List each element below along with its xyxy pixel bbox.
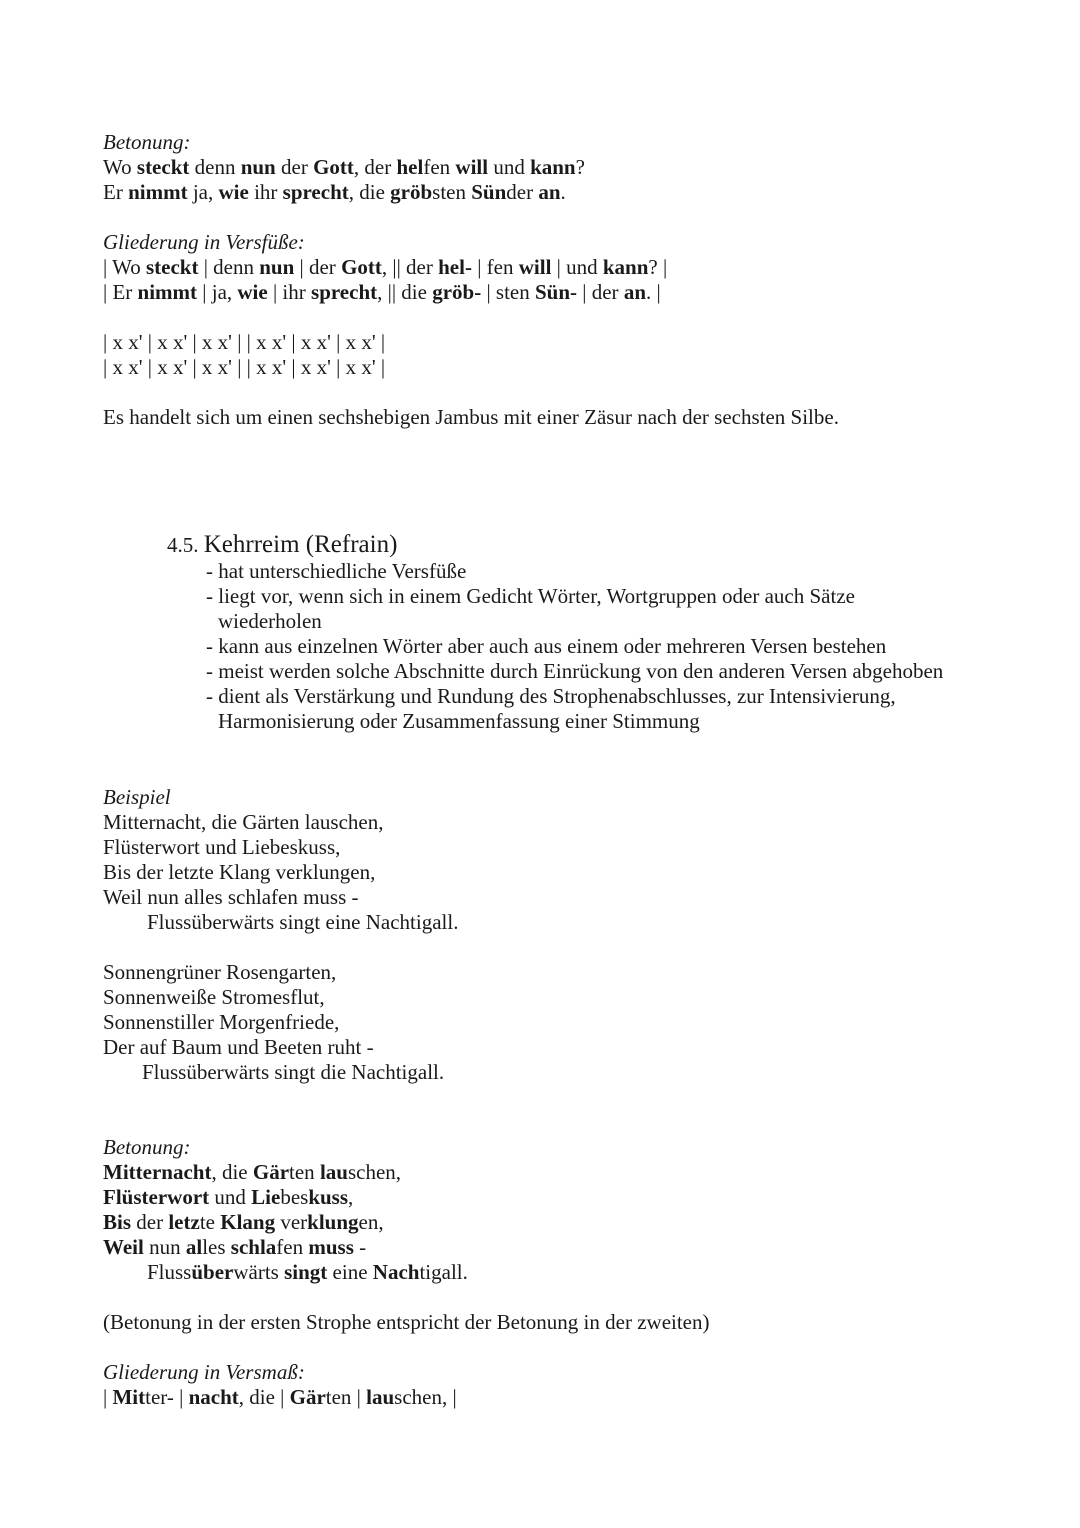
poem-line: Sonnenweiße Stromesflut, — [103, 985, 325, 1009]
stressed-syllable: hel- — [438, 255, 472, 279]
text-segment: | ihr — [267, 280, 312, 304]
text-segment: Wo — [103, 155, 137, 179]
example-label: Beispiel — [103, 785, 171, 809]
stressed-refrain-line — [147, 1260, 468, 1285]
meter-scheme-line-1: | x x' | x x' | x x' | | x x' | x x' | x x' | — [103, 330, 386, 354]
text-segment: les — [202, 1235, 231, 1259]
text-segment: | Er — [103, 280, 138, 304]
betonung-label-2: Betonung: — [103, 1135, 191, 1159]
text-segment: bes — [280, 1185, 309, 1209]
text-segment: Er — [103, 180, 129, 204]
stressed-syllable: steckt — [136, 155, 190, 179]
stressed-syllable: hel — [396, 155, 424, 179]
poem-line: Weil nun alles schlafen muss - — [103, 885, 359, 909]
note-text: (Betonung in der ersten Strophe entspricht der Betonung in der zweiten) — [103, 1310, 710, 1334]
poem-refrain-line: Flussüberwärts singt eine Nachtigall. — [147, 910, 459, 934]
text-segment: nun — [143, 1235, 186, 1259]
bullet-item: - kann aus einzelnen Wörter aber auch aus einem oder mehreren Versen bestehen — [206, 634, 887, 658]
text-segment: , || die — [377, 280, 433, 304]
stressed-syllable: gröb — [390, 180, 433, 204]
text-segment: ? — [575, 155, 585, 179]
stressed-syllable: Sün — [471, 180, 507, 204]
poem-line: Bis der letzte Klang verklungen, — [103, 860, 376, 884]
text-segment: tigall. — [419, 1260, 468, 1284]
poem-line: Flüsterwort und Liebeskuss, — [103, 835, 341, 859]
stressed-syllable: Weil — [103, 1235, 144, 1259]
text-segment: denn — [189, 155, 241, 179]
stressed-syllable: nimmt — [137, 280, 198, 304]
stressed-syllable: nimmt — [128, 180, 188, 204]
stressed-syllable: nun — [240, 155, 276, 179]
text-segment: te — [199, 1210, 221, 1234]
stressed-syllable: al — [185, 1235, 203, 1259]
bullet-item: - meist werden solche Abschnitte durch Einrückung von den anderen Versen abgehoben — [206, 659, 944, 683]
text-segment: . — [560, 180, 566, 204]
stressed-syllable: will — [518, 255, 552, 279]
text-segment: , || der — [381, 255, 439, 279]
stressed-syllable: Sün- — [535, 280, 578, 304]
text-segment: en, — [358, 1210, 384, 1234]
stressed-syllable: Gär — [252, 1160, 290, 1184]
stressed-poem-line — [103, 1210, 384, 1235]
stressed-syllable: will — [455, 155, 489, 179]
text-segment: | fen — [471, 255, 519, 279]
stressed-syllable: sprecht — [282, 180, 349, 204]
verse-stress-line-1 — [103, 155, 585, 180]
text-segment: ten | — [325, 1385, 367, 1409]
text-segment: ihr — [248, 180, 283, 204]
stressed-syllable: klung — [307, 1210, 359, 1234]
gliederung-label-1: Gliederung in Versfüße: — [103, 230, 305, 254]
text-segment: | denn — [198, 255, 260, 279]
gliederung-label-2: Gliederung in Versmaß: — [103, 1360, 305, 1384]
text-segment: der — [506, 180, 539, 204]
bullet-item: - dient als Verstärkung und Rundung des Strophenabschlusses, zur Intensivierung, — [206, 684, 896, 708]
conclusion-text: Es handelt sich um einen sechshebigen Jambus mit einer Zäsur nach der sechsten Silbe. — [103, 405, 839, 429]
text-segment: Fluss — [147, 1260, 192, 1284]
stressed-syllable: kuss — [308, 1185, 349, 1209]
stressed-syllable: Mitternacht — [103, 1160, 212, 1184]
stressed-syllable: wie — [218, 180, 249, 204]
text-segment: ter- | — [145, 1385, 189, 1409]
text-segment: | der — [294, 255, 342, 279]
betonung-label-1: Betonung: — [103, 130, 191, 154]
text-segment: der — [275, 155, 314, 179]
meter-division-line — [103, 1385, 457, 1410]
stressed-syllable: terwort — [141, 1185, 210, 1209]
stressed-syllable: nacht — [188, 1385, 239, 1409]
stressed-syllable: Flüs — [103, 1185, 142, 1209]
poem-line: Sonnengrüner Rosengarten, — [103, 960, 337, 984]
bullet-item: - hat unterschiedliche Versfüße — [206, 559, 467, 583]
text-segment: , — [348, 1185, 354, 1209]
text-segment: ver — [275, 1210, 308, 1234]
section-heading — [167, 532, 397, 558]
stressed-syllable: singt — [284, 1260, 328, 1284]
stressed-syllable: muss — [308, 1235, 354, 1259]
text-segment: und — [209, 1185, 252, 1209]
bullet-item: - liegt vor, wenn sich in einem Gedicht Wörter, Wortgruppen oder auch Sätze — [206, 584, 855, 608]
stressed-syllable: letz — [168, 1210, 200, 1234]
poem-refrain-line: Flussüberwärts singt die Nachtigall. — [142, 1060, 445, 1084]
section-title: Kehrreim (Refrain) — [203, 531, 398, 558]
stressed-syllable: an — [538, 180, 561, 204]
text-segment: | der — [577, 280, 624, 304]
text-segment: ? | — [648, 255, 668, 279]
meter-scheme-line-2: | x x' | x x' | x x' | | x x' | x x' | x x' | — [103, 355, 386, 379]
stressed-syllable: kann — [530, 155, 576, 179]
text-segment: | sten — [481, 280, 535, 304]
stressed-syllable: Gott — [313, 155, 354, 179]
text-segment: und — [488, 155, 531, 179]
stressed-syllable: Nach — [372, 1260, 420, 1284]
text-segment: schen, — [347, 1160, 402, 1184]
text-segment: , der — [353, 155, 397, 179]
stressed-syllable: nun — [259, 255, 295, 279]
text-segment: . | — [646, 280, 661, 304]
stressed-syllable: Mit — [112, 1385, 146, 1409]
stressed-syllable: Gär — [289, 1385, 326, 1409]
foot-division-line-1 — [103, 255, 667, 280]
stressed-syllable: kann — [602, 255, 649, 279]
stressed-syllable: lau — [366, 1385, 395, 1409]
stressed-syllable: Bis — [103, 1210, 132, 1234]
poem-line: Mitternacht, die Gärten lauschen, — [103, 810, 384, 834]
text-segment: - — [353, 1235, 367, 1259]
text-segment: fen — [276, 1235, 309, 1259]
stressed-poem-line — [103, 1185, 353, 1210]
stressed-syllable: sprecht — [311, 280, 378, 304]
verse-stress-line-2 — [103, 180, 566, 205]
text-segment: ten — [289, 1160, 320, 1184]
stressed-poem-line — [103, 1160, 401, 1185]
text-segment: | ja, — [197, 280, 238, 304]
stressed-syllable: an — [623, 280, 646, 304]
stressed-poem-line — [103, 1235, 366, 1260]
text-segment: , die — [211, 1160, 253, 1184]
stressed-syllable: wie — [237, 280, 268, 304]
bullet-item-continuation: wiederholen — [218, 609, 322, 633]
text-segment: ja, — [187, 180, 219, 204]
text-segment: eine — [327, 1260, 373, 1284]
section-number: 4.5. — [167, 533, 199, 557]
text-segment: der — [131, 1210, 169, 1234]
stressed-syllable: gröb- — [432, 280, 482, 304]
poem-line: Sonnenstiller Morgenfriede, — [103, 1010, 340, 1034]
bullet-item-continuation: Harmonisierung oder Zusammenfassung einer Stimmung — [218, 709, 700, 733]
foot-division-line-2 — [103, 280, 661, 305]
stressed-syllable: über — [191, 1260, 234, 1284]
poem-line: Der auf Baum und Beeten ruht - — [103, 1035, 374, 1059]
text-segment: , die | — [238, 1385, 290, 1409]
stressed-syllable: Klang — [220, 1210, 276, 1234]
stressed-syllable: Gott — [341, 255, 382, 279]
text-segment: sten — [432, 180, 472, 204]
stressed-syllable: lau — [319, 1160, 348, 1184]
text-segment: wärts — [233, 1260, 285, 1284]
text-segment: | — [103, 1385, 113, 1409]
text-segment: | Wo — [103, 255, 146, 279]
text-segment: fen — [423, 155, 456, 179]
text-segment: | und — [551, 255, 603, 279]
stressed-syllable: schla — [230, 1235, 277, 1259]
stressed-syllable: steckt — [145, 255, 199, 279]
text-segment: , die — [348, 180, 391, 204]
text-segment: schen, | — [394, 1385, 457, 1409]
stressed-syllable: Lie — [251, 1185, 281, 1209]
